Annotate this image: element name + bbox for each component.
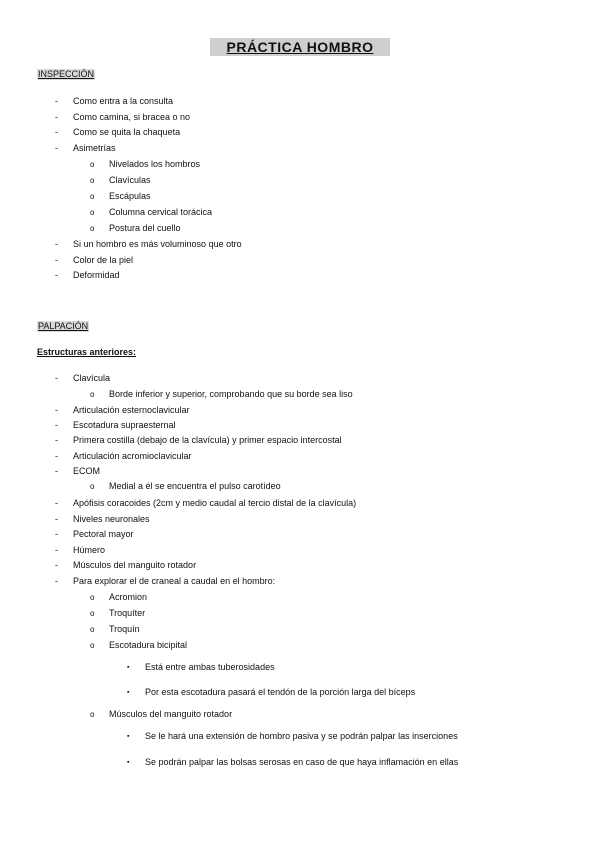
- list-item: Niveles neuronales: [73, 514, 150, 524]
- list-item: Articulación acromioclavicular: [73, 451, 192, 461]
- list-bullet-dash: -: [55, 466, 58, 476]
- list-bullet-dash: -: [55, 143, 58, 153]
- list-bullet-circle: o: [90, 208, 95, 217]
- list-bullet-dash: -: [55, 255, 58, 265]
- list-bullet-square: ▪: [127, 689, 130, 696]
- list-item: Primera costilla (debajo de la clavícula) y primer espacio intercostal: [73, 435, 342, 445]
- list-bullet-square: ▪: [127, 664, 130, 671]
- list-item: Postura del cuello: [109, 223, 181, 233]
- list-item: Pectoral mayor: [73, 529, 134, 539]
- list-item: Húmero: [73, 545, 106, 555]
- list-item: Está entre ambas tuberosidades: [145, 662, 275, 672]
- list-bullet-dash: -: [55, 373, 58, 383]
- list-item: Color de la piel: [73, 255, 134, 265]
- list-item: Clavículas: [109, 175, 151, 185]
- list-bullet-dash: -: [55, 112, 58, 122]
- list-bullet-dash: -: [55, 576, 58, 586]
- list-bullet-circle: o: [90, 641, 95, 650]
- list-bullet-circle: o: [90, 390, 95, 399]
- list-item: Nivelados los hombros: [109, 159, 201, 169]
- list-item: Asimetrías: [73, 143, 116, 153]
- list-bullet-dash: -: [55, 405, 58, 415]
- list-item: Escotadura bicipital: [109, 640, 188, 650]
- list-item: Escápulas: [109, 191, 151, 201]
- list-bullet-circle: o: [90, 176, 95, 185]
- page-title: PRÁCTICA HOMBRO: [210, 38, 390, 56]
- list-item: Como se quita la chaqueta: [73, 127, 181, 137]
- list-bullet-dash: -: [55, 514, 58, 524]
- list-item: Deformidad: [73, 270, 120, 280]
- list-item: Por esta escotadura pasará el tendón de la porción larga del bíceps: [145, 687, 416, 697]
- list-bullet-circle: o: [90, 192, 95, 201]
- list-bullet-dash: -: [55, 435, 58, 445]
- list-item: Columna cervical torácica: [109, 207, 213, 217]
- list-item: Clavícula: [73, 373, 111, 383]
- subheading-estructuras-anteriores: Estructuras anteriores:: [37, 347, 137, 357]
- list-item: Como entra a la consulta: [73, 96, 174, 106]
- list-item: Borde inferior y superior, comprobando que su borde sea liso: [109, 389, 353, 399]
- list-item: Se podrán palpar las bolsas serosas en caso de que haya inflamación en ellas: [145, 757, 459, 767]
- list-bullet-circle: o: [90, 482, 95, 491]
- list-bullet-circle: o: [90, 160, 95, 169]
- list-bullet-circle: o: [90, 710, 95, 719]
- list-bullet-dash: -: [55, 127, 58, 137]
- list-item: Se le hará una extensión de hombro pasiva y se podrán palpar las inserciones: [145, 731, 458, 741]
- list-item: Músculos del manguito rotador: [73, 560, 197, 570]
- list-item: Escotadura supraesternal: [73, 420, 176, 430]
- list-bullet-dash: -: [55, 498, 58, 508]
- list-bullet-circle: o: [90, 224, 95, 233]
- list-item: Como camina, si bracea o no: [73, 112, 191, 122]
- list-bullet-dash: -: [55, 451, 58, 461]
- list-bullet-dash: -: [55, 270, 58, 280]
- list-bullet-circle: o: [90, 625, 95, 634]
- list-bullet-dash: -: [55, 545, 58, 555]
- list-item: Músculos del manguito rotador: [109, 709, 233, 719]
- list-bullet-square: ▪: [127, 759, 130, 766]
- list-item: Acromion: [109, 592, 148, 602]
- list-bullet-circle: o: [90, 609, 95, 618]
- list-item: Troquín: [109, 624, 140, 634]
- section-heading-inspeccion: INSPECCIÓN: [38, 69, 95, 79]
- list-bullet-dash: -: [55, 420, 58, 430]
- section-heading-palpacion: PALPACIÓN: [38, 321, 89, 331]
- list-bullet-dash: -: [55, 96, 58, 106]
- list-bullet-square: ▪: [127, 733, 130, 740]
- list-bullet-circle: o: [90, 593, 95, 602]
- list-bullet-dash: -: [55, 239, 58, 249]
- list-item: Apófisis coracoides (2cm y medio caudal al tercio distal de la clavícula): [73, 498, 357, 508]
- list-item: Para explorar el de craneal a caudal en el hombro:: [73, 576, 276, 586]
- list-item: Troquíter: [109, 608, 146, 618]
- list-bullet-dash: -: [55, 560, 58, 570]
- list-item: ECOM: [73, 466, 100, 476]
- list-item: Articulación esternoclavicular: [73, 405, 190, 415]
- list-item: Si un hombro es más voluminoso que otro: [73, 239, 242, 249]
- list-bullet-dash: -: [55, 529, 58, 539]
- list-item: Medial a él se encuentra el pulso carotídeo: [109, 481, 281, 491]
